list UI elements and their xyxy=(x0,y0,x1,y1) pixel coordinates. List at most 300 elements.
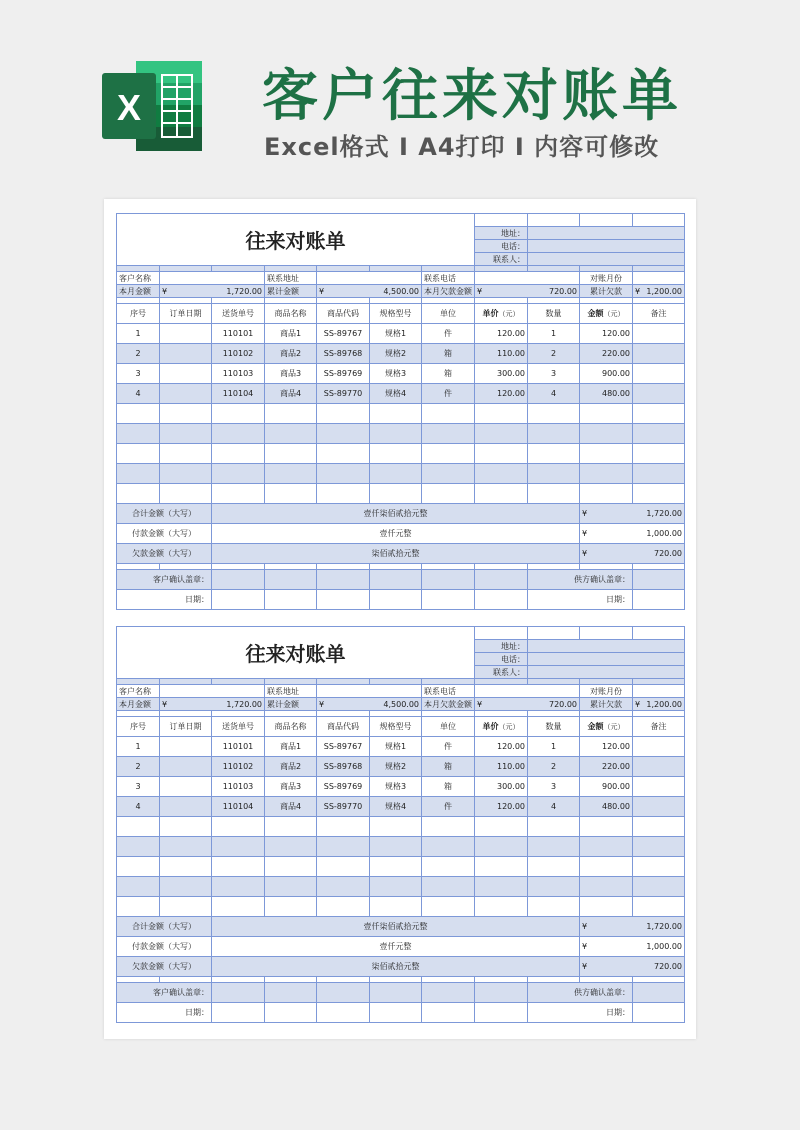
row-unit: 件 xyxy=(422,797,475,817)
phone-label: 联系电话 xyxy=(422,685,475,698)
table-row-empty xyxy=(117,877,685,897)
empty-cell xyxy=(580,424,633,444)
col-header-price: 单价（元） xyxy=(475,304,528,324)
row-qty: 4 xyxy=(528,797,580,817)
empty-cell xyxy=(633,817,685,837)
empty-cell xyxy=(475,897,528,917)
row-amount: 480.00 xyxy=(580,384,633,404)
empty-cell xyxy=(633,464,685,484)
empty-cell xyxy=(475,404,528,424)
empty-cell xyxy=(265,877,317,897)
statement-title: 往来对账单 xyxy=(117,214,475,266)
empty-cell xyxy=(317,404,370,424)
empty-cell xyxy=(475,444,528,464)
row-code: SS-89768 xyxy=(317,757,370,777)
empty-cell xyxy=(117,444,160,464)
empty-cell xyxy=(160,464,212,484)
empty-cell xyxy=(580,444,633,464)
empty-cell xyxy=(633,404,685,424)
contact-label: 联系人： xyxy=(475,253,528,266)
row-delivery: 110104 xyxy=(212,384,265,404)
empty-cell xyxy=(160,877,212,897)
total-words: 壹仟元整 xyxy=(212,524,580,544)
empty-cell xyxy=(160,897,212,917)
table-row-empty xyxy=(117,404,685,424)
empty-cell xyxy=(475,1003,528,1023)
row-amount: 120.00 xyxy=(580,324,633,344)
total-row xyxy=(117,524,685,544)
col-header-note: 备注 xyxy=(633,304,685,324)
empty-cell xyxy=(212,837,265,857)
empty-cell xyxy=(475,590,528,610)
period-value xyxy=(633,272,685,285)
table-row-empty xyxy=(117,424,685,444)
empty-cell xyxy=(160,404,212,424)
row-date xyxy=(160,797,212,817)
empty-cell xyxy=(475,837,528,857)
empty-cell xyxy=(528,424,580,444)
row-name: 商品4 xyxy=(265,797,317,817)
empty-cell xyxy=(370,817,422,837)
empty-cell xyxy=(475,214,528,227)
empty-cell xyxy=(317,464,370,484)
empty-cell xyxy=(422,464,475,484)
row-name: 商品3 xyxy=(265,777,317,797)
row-name: 商品4 xyxy=(265,384,317,404)
total-words: 壹仟元整 xyxy=(212,937,580,957)
table-row-empty xyxy=(117,444,685,464)
empty-cell xyxy=(528,837,580,857)
row-name: 商品3 xyxy=(265,364,317,384)
empty-cell xyxy=(212,444,265,464)
empty-cell xyxy=(528,464,580,484)
empty-cell xyxy=(317,983,370,1003)
empty-cell xyxy=(265,404,317,424)
empty-cell xyxy=(212,897,265,917)
empty-cell xyxy=(528,627,580,640)
row-date xyxy=(160,344,212,364)
empty-cell xyxy=(160,857,212,877)
row-qty: 1 xyxy=(528,324,580,344)
address-label: 联系地址 xyxy=(265,685,317,698)
customer-value xyxy=(160,272,265,285)
total-owed-value: ¥ 1,200.00 xyxy=(633,698,685,711)
col-header-date: 订单日期 xyxy=(160,717,212,737)
empty-cell xyxy=(265,570,317,590)
col-header-qty: 数量 xyxy=(528,717,580,737)
row-code: SS-89769 xyxy=(317,777,370,797)
empty-cell xyxy=(370,404,422,424)
empty-cell xyxy=(633,214,685,227)
empty-cell xyxy=(633,837,685,857)
contact-value xyxy=(528,653,685,666)
row-note xyxy=(633,737,685,757)
row-spec: 规格2 xyxy=(370,344,422,364)
row-price: 110.00 xyxy=(475,344,528,364)
empty-cell xyxy=(212,1003,265,1023)
customer-value xyxy=(160,685,265,698)
empty-cell xyxy=(317,484,370,504)
row-date xyxy=(160,324,212,344)
supplier-date-label: 日期： xyxy=(528,590,633,610)
row-note xyxy=(633,344,685,364)
empty-cell xyxy=(317,877,370,897)
table-row xyxy=(117,737,685,757)
row-code: SS-89767 xyxy=(317,737,370,757)
total-value: ¥ 720.00 xyxy=(580,957,685,977)
period-label: 对账月份 xyxy=(580,685,633,698)
row-price: 110.00 xyxy=(475,757,528,777)
month-amount-value: ¥ 1,720.00 xyxy=(160,698,265,711)
empty-cell xyxy=(370,897,422,917)
col-header-amount: 金额（元） xyxy=(580,717,633,737)
total-words: 柒佰贰拾元整 xyxy=(212,957,580,977)
empty-cell xyxy=(212,424,265,444)
month-owed-value: ¥ 720.00 xyxy=(475,698,580,711)
empty-cell xyxy=(370,590,422,610)
contact-value xyxy=(528,666,685,679)
empty-cell xyxy=(212,983,265,1003)
col-header-code: 商品代码 xyxy=(317,304,370,324)
row-code: SS-89767 xyxy=(317,324,370,344)
row-qty: 1 xyxy=(528,737,580,757)
empty-cell xyxy=(212,404,265,424)
period-value xyxy=(633,685,685,698)
table-row-empty xyxy=(117,857,685,877)
empty-cell xyxy=(160,837,212,857)
empty-cell xyxy=(422,857,475,877)
table-row xyxy=(117,757,685,777)
empty-cell xyxy=(370,444,422,464)
empty-cell xyxy=(580,857,633,877)
month-owed-label: 本月欠款金额 xyxy=(422,698,475,711)
empty-cell xyxy=(370,570,422,590)
row-unit: 箱 xyxy=(422,344,475,364)
row-spec: 规格4 xyxy=(370,797,422,817)
empty-cell xyxy=(633,424,685,444)
empty-cell xyxy=(422,877,475,897)
row-note xyxy=(633,384,685,404)
row-name: 商品2 xyxy=(265,757,317,777)
empty-cell xyxy=(160,424,212,444)
total-label: 合计金额（大写） xyxy=(117,504,212,524)
contact-value xyxy=(528,240,685,253)
col-header-note: 备注 xyxy=(633,717,685,737)
col-header-date: 订单日期 xyxy=(160,304,212,324)
empty-cell xyxy=(580,404,633,424)
total-row xyxy=(117,504,685,524)
row-note xyxy=(633,777,685,797)
total-row xyxy=(117,957,685,977)
table-row-empty xyxy=(117,897,685,917)
row-amount: 120.00 xyxy=(580,737,633,757)
empty-cell xyxy=(528,897,580,917)
empty-cell xyxy=(265,464,317,484)
row-code: SS-89769 xyxy=(317,364,370,384)
empty-cell xyxy=(265,837,317,857)
row-name: 商品1 xyxy=(265,737,317,757)
empty-cell xyxy=(422,1003,475,1023)
empty-cell xyxy=(265,817,317,837)
row-no: 4 xyxy=(117,797,160,817)
table-row-empty xyxy=(117,464,685,484)
row-amount: 220.00 xyxy=(580,344,633,364)
row-note xyxy=(633,364,685,384)
empty-cell xyxy=(265,484,317,504)
empty-cell xyxy=(117,464,160,484)
row-delivery: 110103 xyxy=(212,777,265,797)
empty-cell xyxy=(160,484,212,504)
address-value xyxy=(317,685,422,698)
row-delivery: 110101 xyxy=(212,324,265,344)
col-header-amount: 金额（元） xyxy=(580,304,633,324)
row-no: 1 xyxy=(117,737,160,757)
empty-cell xyxy=(265,983,317,1003)
empty-cell xyxy=(212,817,265,837)
contact-label: 联系人： xyxy=(475,666,528,679)
empty-cell xyxy=(370,464,422,484)
row-note xyxy=(633,757,685,777)
empty-cell xyxy=(212,570,265,590)
empty-cell xyxy=(475,877,528,897)
row-spec: 规格4 xyxy=(370,384,422,404)
empty-cell xyxy=(212,484,265,504)
empty-cell xyxy=(117,877,160,897)
total-words: 柒佰贰拾元整 xyxy=(212,544,580,564)
row-no: 3 xyxy=(117,777,160,797)
address-label: 联系地址 xyxy=(265,272,317,285)
month-owed-label: 本月欠款金额 xyxy=(422,285,475,298)
empty-cell xyxy=(580,837,633,857)
total-value: ¥ 1,720.00 xyxy=(580,917,685,937)
empty-cell xyxy=(160,817,212,837)
empty-cell xyxy=(422,837,475,857)
supplier-confirm-label: 供方确认盖章： xyxy=(528,570,633,590)
total-row xyxy=(117,544,685,564)
empty-cell xyxy=(528,444,580,464)
empty-cell xyxy=(528,214,580,227)
empty-cell xyxy=(317,590,370,610)
row-spec: 规格1 xyxy=(370,324,422,344)
total-owed-label: 累计欠款 xyxy=(580,698,633,711)
phone-label: 联系电话 xyxy=(422,272,475,285)
col-header-no: 序号 xyxy=(117,304,160,324)
row-qty: 3 xyxy=(528,777,580,797)
empty-cell xyxy=(475,983,528,1003)
total-amount-label: 累计金额 xyxy=(265,698,317,711)
table-row xyxy=(117,344,685,364)
address-value xyxy=(317,272,422,285)
empty-cell xyxy=(370,877,422,897)
total-row xyxy=(117,917,685,937)
empty-cell xyxy=(528,817,580,837)
row-unit: 件 xyxy=(422,737,475,757)
customer-confirm-label: 客户确认盖章： xyxy=(117,570,212,590)
svg-text:X: X xyxy=(116,87,142,128)
row-name: 商品1 xyxy=(265,324,317,344)
empty-cell xyxy=(212,464,265,484)
empty-cell xyxy=(422,897,475,917)
row-price: 120.00 xyxy=(475,797,528,817)
row-price: 120.00 xyxy=(475,737,528,757)
row-no: 3 xyxy=(117,364,160,384)
col-header-unit: 单位 xyxy=(422,304,475,324)
row-amount: 900.00 xyxy=(580,777,633,797)
empty-cell xyxy=(212,590,265,610)
customer-date-label: 日期： xyxy=(117,590,212,610)
table-row xyxy=(117,324,685,344)
row-spec: 规格1 xyxy=(370,737,422,757)
empty-cell xyxy=(212,877,265,897)
total-label: 欠款金额（大写） xyxy=(117,544,212,564)
empty-cell xyxy=(422,404,475,424)
empty-cell xyxy=(370,484,422,504)
empty-cell xyxy=(317,817,370,837)
supplier-date-value xyxy=(633,590,685,610)
empty-cell xyxy=(475,484,528,504)
empty-cell xyxy=(422,484,475,504)
empty-cell xyxy=(265,590,317,610)
row-amount: 480.00 xyxy=(580,797,633,817)
empty-cell xyxy=(580,484,633,504)
row-unit: 件 xyxy=(422,384,475,404)
row-unit: 件 xyxy=(422,324,475,344)
empty-cell xyxy=(317,424,370,444)
row-qty: 3 xyxy=(528,364,580,384)
table-row xyxy=(117,777,685,797)
empty-cell xyxy=(580,627,633,640)
row-unit: 箱 xyxy=(422,364,475,384)
col-header-name: 商品名称 xyxy=(265,304,317,324)
empty-cell xyxy=(475,817,528,837)
col-header-price: 单价（元） xyxy=(475,717,528,737)
row-delivery: 110104 xyxy=(212,797,265,817)
row-qty: 2 xyxy=(528,344,580,364)
empty-cell xyxy=(160,444,212,464)
empty-cell xyxy=(370,424,422,444)
table-row xyxy=(117,797,685,817)
statement-title: 往来对账单 xyxy=(117,627,475,679)
table-row-empty xyxy=(117,817,685,837)
empty-cell xyxy=(117,404,160,424)
phone-value xyxy=(475,272,580,285)
supplier-confirm-label: 供方确认盖章： xyxy=(528,983,633,1003)
empty-cell xyxy=(528,877,580,897)
row-unit: 箱 xyxy=(422,777,475,797)
total-amount-value: ¥ 4,500.00 xyxy=(317,285,422,298)
empty-cell xyxy=(528,857,580,877)
phone-value xyxy=(475,685,580,698)
row-delivery: 110103 xyxy=(212,364,265,384)
empty-cell xyxy=(633,897,685,917)
table-row xyxy=(117,384,685,404)
empty-cell xyxy=(317,857,370,877)
contact-value xyxy=(528,253,685,266)
col-header-unit: 单位 xyxy=(422,717,475,737)
row-delivery: 110102 xyxy=(212,344,265,364)
total-label: 合计金额（大写） xyxy=(117,917,212,937)
month-amount-label: 本月金额 xyxy=(117,285,160,298)
empty-cell xyxy=(265,424,317,444)
empty-cell xyxy=(580,897,633,917)
total-value: ¥ 1,720.00 xyxy=(580,504,685,524)
empty-cell xyxy=(475,464,528,484)
col-header-delivery: 送货单号 xyxy=(212,304,265,324)
empty-cell xyxy=(317,570,370,590)
total-label: 欠款金额（大写） xyxy=(117,957,212,977)
empty-cell xyxy=(117,897,160,917)
row-note xyxy=(633,797,685,817)
empty-cell xyxy=(580,877,633,897)
total-owed-label: 累计欠款 xyxy=(580,285,633,298)
col-header-code: 商品代码 xyxy=(317,717,370,737)
empty-cell xyxy=(317,444,370,464)
empty-cell xyxy=(633,484,685,504)
row-date xyxy=(160,384,212,404)
col-header-qty: 数量 xyxy=(528,304,580,324)
empty-cell xyxy=(117,857,160,877)
row-no: 1 xyxy=(117,324,160,344)
statement-table xyxy=(116,213,685,610)
period-label: 对账月份 xyxy=(580,272,633,285)
empty-cell xyxy=(370,983,422,1003)
customer-confirm-label: 客户确认盖章： xyxy=(117,983,212,1003)
empty-cell xyxy=(265,897,317,917)
excel-logo-icon xyxy=(100,57,204,155)
row-amount: 900.00 xyxy=(580,364,633,384)
row-spec: 规格3 xyxy=(370,364,422,384)
row-date xyxy=(160,777,212,797)
empty-cell xyxy=(528,484,580,504)
empty-cell xyxy=(212,857,265,877)
row-note xyxy=(633,324,685,344)
empty-cell xyxy=(580,817,633,837)
supplier-confirm-value xyxy=(633,570,685,590)
empty-cell xyxy=(633,444,685,464)
col-header-spec: 规格型号 xyxy=(370,717,422,737)
col-header-no: 序号 xyxy=(117,717,160,737)
contact-label: 地址： xyxy=(475,227,528,240)
empty-cell xyxy=(265,857,317,877)
contact-label: 电话： xyxy=(475,653,528,666)
customer-label: 客户名称 xyxy=(117,272,160,285)
empty-cell xyxy=(475,570,528,590)
statement-sheet-2 xyxy=(116,626,684,1023)
empty-cell xyxy=(633,877,685,897)
statement-sheet-1 xyxy=(116,213,684,610)
total-owed-value: ¥ 1,200.00 xyxy=(633,285,685,298)
empty-cell xyxy=(117,484,160,504)
contact-value xyxy=(528,640,685,653)
month-amount-label: 本月金额 xyxy=(117,698,160,711)
row-date xyxy=(160,757,212,777)
empty-cell xyxy=(317,837,370,857)
empty-cell xyxy=(422,570,475,590)
row-code: SS-89770 xyxy=(317,384,370,404)
empty-cell xyxy=(528,404,580,424)
supplier-date-value xyxy=(633,1003,685,1023)
empty-cell xyxy=(265,1003,317,1023)
empty-cell xyxy=(422,983,475,1003)
table-row xyxy=(117,364,685,384)
empty-cell xyxy=(475,627,528,640)
row-no: 2 xyxy=(117,757,160,777)
empty-cell xyxy=(475,424,528,444)
total-amount-value: ¥ 4,500.00 xyxy=(317,698,422,711)
empty-cell xyxy=(422,817,475,837)
empty-cell xyxy=(117,817,160,837)
total-value: ¥ 1,000.00 xyxy=(580,937,685,957)
